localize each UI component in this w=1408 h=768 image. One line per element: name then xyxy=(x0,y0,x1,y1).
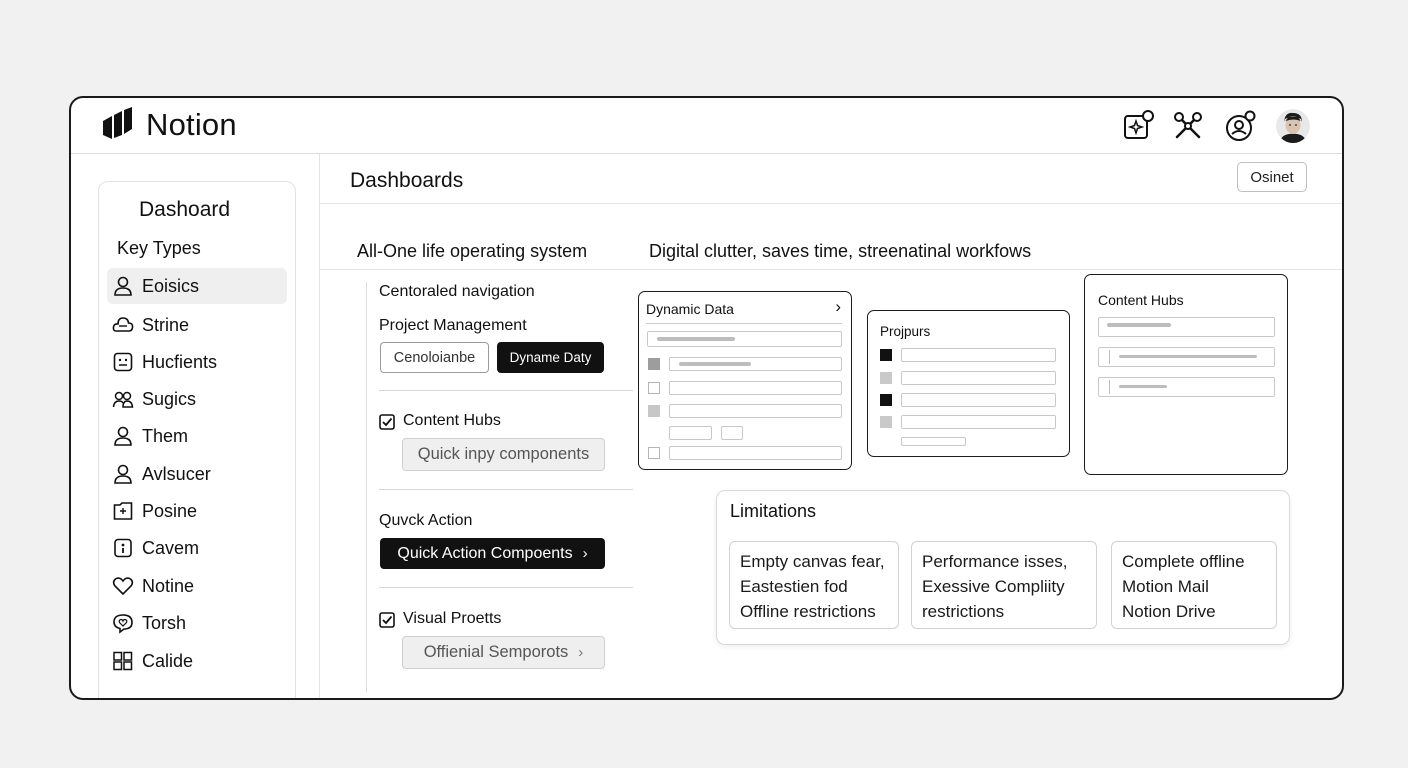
sidebar-item-hucfients[interactable] xyxy=(107,344,287,380)
limitation-line: Notion Drive xyxy=(1122,602,1216,621)
row-marker xyxy=(648,405,660,417)
card-row xyxy=(1098,317,1275,337)
heart-icon xyxy=(112,575,134,597)
header-divider xyxy=(320,203,1344,204)
limitations-title: Limitations xyxy=(730,501,817,521)
card-row xyxy=(901,393,1056,407)
limitation-card[interactable] xyxy=(911,541,1097,629)
row-marker xyxy=(880,349,892,361)
sidebar-item-label: Avlsucer xyxy=(142,463,211,484)
app-brand-name: Notion xyxy=(146,107,237,142)
row-marker xyxy=(648,358,660,370)
users-icon xyxy=(112,388,134,410)
row-bar xyxy=(679,362,751,366)
row-marker xyxy=(880,372,892,384)
sidebar-item-torsh[interactable] xyxy=(107,605,287,641)
section-separator xyxy=(379,390,633,391)
pm-chip-dyname-daty[interactable]: Dyname Daty xyxy=(497,342,604,373)
chevron-right-icon[interactable]: › xyxy=(835,297,841,316)
card-title: Content Hubs xyxy=(1098,292,1184,308)
sidebar-item-cavem[interactable] xyxy=(107,530,287,566)
card-title: Projpurs xyxy=(880,324,931,339)
sidebar-divider xyxy=(319,154,320,700)
chevron-right-icon: › xyxy=(582,545,588,562)
card-row xyxy=(669,381,842,395)
visual-projects-label: Visual Proetts xyxy=(403,610,502,627)
limitation-line: Eastestien fod xyxy=(740,577,848,596)
sidebar-item-eoisics[interactable] xyxy=(107,268,287,304)
app-window xyxy=(69,96,1344,700)
card-row xyxy=(901,371,1056,385)
sidebar-item-calide[interactable] xyxy=(107,643,287,679)
limitation-line: restrictions xyxy=(922,602,1005,621)
subtitle-right: Digital clutter, saves time, streenatinal workfows xyxy=(649,241,1032,261)
sidebar-item-label: Them xyxy=(142,425,189,446)
section-separator xyxy=(379,587,633,588)
card-row xyxy=(901,437,966,446)
checkbox-icon[interactable] xyxy=(379,414,395,430)
row-bar xyxy=(1119,355,1257,358)
sidebar-item-label: Notine xyxy=(142,575,195,596)
chat-heart-icon xyxy=(112,612,134,634)
notion-logo-icon xyxy=(101,107,135,143)
row-cursor xyxy=(1109,350,1110,364)
sidebar-item-label: Sugics xyxy=(142,388,197,409)
checkbox-icon[interactable] xyxy=(379,612,395,628)
limitation-line: Complete offline xyxy=(1122,552,1245,571)
row-bar xyxy=(1107,323,1171,327)
row-marker xyxy=(880,394,892,406)
pm-label: Project Management xyxy=(379,317,527,334)
cloud-icon xyxy=(112,314,134,336)
limitation-line: Exessive Compliity xyxy=(922,577,1065,596)
content-hubs-label: Content Hubs xyxy=(403,412,501,429)
sidebar-item-notine[interactable] xyxy=(107,568,287,604)
projects-card[interactable] xyxy=(867,310,1070,457)
sidebar-subtitle: Key Types xyxy=(117,238,201,258)
subtitle-left: All-One life operating system xyxy=(357,241,588,261)
card-row xyxy=(669,426,712,440)
chevron-right-icon: › xyxy=(578,644,584,661)
sidebar-title: Dashoard xyxy=(139,198,231,221)
limitation-line: Performance isses, xyxy=(922,552,1068,571)
quick-action-components-button[interactable] xyxy=(380,538,605,569)
section-separator xyxy=(379,489,633,490)
card-row xyxy=(901,348,1056,362)
row-marker xyxy=(648,447,660,459)
top-bar xyxy=(71,98,1342,154)
card-title: Dynamic Data xyxy=(646,301,734,317)
subtitle-divider xyxy=(320,269,1344,270)
user-icon xyxy=(112,275,134,297)
sidebar xyxy=(98,181,296,700)
user-icon xyxy=(112,425,134,447)
limitation-line: Motion Mail xyxy=(1122,577,1209,596)
quick-action-label: Quvck Action xyxy=(379,512,473,529)
face-box-icon xyxy=(112,351,134,373)
row-marker xyxy=(880,416,892,428)
card-row xyxy=(721,426,743,440)
sidebar-item-label: Cavem xyxy=(142,537,200,558)
sparkle-settings-icon[interactable] xyxy=(1122,109,1156,143)
sidebar-item-label: Posine xyxy=(142,500,198,521)
nav-label: Centoraled navigation xyxy=(379,283,535,300)
sidebar-item-label: Calide xyxy=(142,650,194,671)
page-title: Dashboards xyxy=(350,169,464,192)
limitation-card[interactable] xyxy=(1111,541,1277,629)
limitation-card[interactable] xyxy=(729,541,899,629)
user-icon xyxy=(112,463,134,485)
tools-icon[interactable] xyxy=(1171,109,1205,143)
osinet-button[interactable]: Osinet xyxy=(1237,162,1307,192)
card-row xyxy=(901,415,1056,429)
user-avatar[interactable] xyxy=(1276,109,1310,143)
user-settings-icon[interactable] xyxy=(1224,109,1258,143)
row-cursor xyxy=(1109,380,1110,394)
sidebar-item-sugics[interactable] xyxy=(107,381,287,417)
offienial-semporots-chip[interactable] xyxy=(402,636,605,669)
row-bar xyxy=(1119,385,1167,388)
pm-chip-cenoloianbe[interactable]: Cenoloianbe xyxy=(380,342,489,373)
folder-icon xyxy=(112,500,134,522)
sidebar-item-strine[interactable] xyxy=(107,307,287,343)
dynamic-data-card[interactable] xyxy=(638,291,852,470)
quick-inpy-components-chip[interactable]: Quick inpy components xyxy=(402,438,605,471)
left-column-line xyxy=(366,282,367,692)
limitation-line: Offline restrictions xyxy=(740,602,876,621)
card-divider xyxy=(646,323,842,324)
limitation-line: Empty canvas fear, xyxy=(740,552,885,571)
offienial-semporots-label: Offienial Semporots xyxy=(423,643,569,661)
row-marker xyxy=(648,382,660,394)
limitations-panel xyxy=(716,490,1290,645)
sidebar-item-avlsucer[interactable] xyxy=(107,456,287,492)
sidebar-item-label: Torsh xyxy=(142,612,187,633)
sidebar-item-posine[interactable] xyxy=(107,493,287,529)
info-box-icon xyxy=(112,537,134,559)
sidebar-item-label: Eoisics xyxy=(142,275,200,296)
sidebar-item-label: Hucfients xyxy=(142,351,218,372)
card-row xyxy=(669,446,842,460)
grid-icon xyxy=(112,650,134,672)
row-bar xyxy=(657,337,735,341)
sidebar-item-them[interactable] xyxy=(107,418,287,454)
sidebar-item-label: Strine xyxy=(142,314,190,335)
quick-action-button-label: Quick Action Compoents xyxy=(397,544,573,562)
content-hubs-card[interactable] xyxy=(1084,274,1288,475)
card-row xyxy=(669,404,842,418)
